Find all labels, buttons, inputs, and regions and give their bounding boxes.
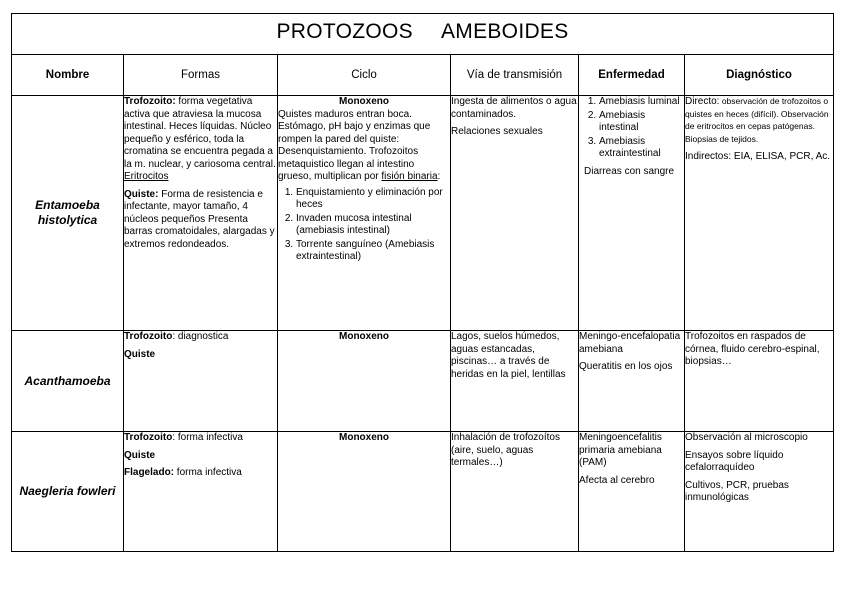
enfermedad-cell: 1. Amebiasis luminal 2. Amebiasis intestinal 3. Amebiasis extraintestinal Diarreas con sangre xyxy=(579,96,685,331)
header-via: Vía de transmisión xyxy=(451,55,579,96)
quiste-label: Quiste xyxy=(124,449,156,461)
table-title xyxy=(12,14,834,55)
formas-cell: Trofozoito: forma vegetativa activa que atraviesa la mucosa intestinal. Heces líquidas. Núcleo pequeño y esférico, toda la cromatina se encuentra pegada a la m. nuclear, y cariosoma central. Eritrocitos Quiste: Forma de resistencia e infectante, mayor tamaño, 4 núcleos pequeños Presenta barras cromatoidales, alargadas y extremos redondeados. xyxy=(124,96,278,331)
flagelado-label: Flagelado: xyxy=(124,467,175,478)
title-part-1: PROTOZOOS xyxy=(276,19,413,43)
list-item: 1. Amebiasis luminal xyxy=(599,96,684,109)
table-row xyxy=(12,432,834,552)
header-enfermedad: Enfermedad xyxy=(579,55,685,96)
title-part-2: AMEBOIDES xyxy=(440,19,569,43)
enfermedad-cell: Meningoencefalitis primaria amebiana (PAM) Afecta al cerebro xyxy=(579,432,685,552)
quiste-label: Quiste xyxy=(124,348,156,360)
via-cell: Inhalación de trofozoítos (aire, suelo, aguas termales…) xyxy=(451,432,579,552)
ciclo-cell: Monoxeno Quistes maduros entran boca. Estómago, pH bajo y enzimas que rompen la pared del quiste: Desenquistamiento. Trofozoitos metaquistico llegan al intestino grueso, multiplican por fisión binaria: 1. Enquistamiento y eliminación por heces 2. Invaden mucosa intestinal (amebiasis intestinal) 3. Torrente sanguíneo (Amebiasis extraintestinal) xyxy=(278,96,451,331)
list-item: 2. Amebiasis intestinal xyxy=(599,110,684,135)
list-item: 3. Torrente sanguíneo (Amebiasis extraintestinal) xyxy=(296,239,450,264)
directo-label: Directo: xyxy=(685,96,720,107)
table-row xyxy=(12,331,834,432)
list-item: 3. Amebiasis extraintestinal xyxy=(599,136,684,161)
header-diagnostico: Diagnóstico xyxy=(685,55,834,96)
formas-cell: Trofozoito: forma infectiva Quiste Flagelado: forma infectiva xyxy=(124,432,278,552)
list-item: 2. Invaden mucosa intestinal (amebiasis intestinal) xyxy=(296,213,450,238)
ciclo-tipo: Monoxeno xyxy=(339,331,389,342)
diagnostico-cell: Observación al microscopio Ensayos sobre líquido cefalorraquídeo Cultivos, PCR, pruebas inmunológicas xyxy=(685,432,834,552)
enfermedad-list xyxy=(581,96,684,161)
diagnostico-cell: Trofozoitos en raspados de córnea, fluido cerebro-espinal, biopsias… xyxy=(685,331,834,432)
species-name: Acanthamoeba xyxy=(12,331,124,432)
ciclo-cell xyxy=(278,432,451,552)
via-cell: Lagos, suelos húmedos, aguas estancadas, piscinas… a través de heridas en la piel, lentillas xyxy=(451,331,579,432)
ciclo-tipo: Monoxeno xyxy=(339,96,389,107)
via-cell: Ingesta de alimentos o agua contaminados. Relaciones sexuales xyxy=(451,96,579,331)
eritrocitos-term: Eritrocitos xyxy=(124,171,169,182)
header-ciclo: Ciclo xyxy=(278,55,451,96)
quiste-label: Quiste: xyxy=(124,188,159,200)
formas-cell: Trofozoito: diagnostica Quiste xyxy=(124,331,278,432)
header-nombre: Nombre xyxy=(12,55,124,96)
ciclo-cell xyxy=(278,331,451,432)
trofozoito-label: Trofozoito xyxy=(124,432,173,443)
list-item: 1. Enquistamiento y eliminación por heces xyxy=(296,187,450,212)
table-row xyxy=(12,96,834,331)
trofozoito-label: Trofozoito xyxy=(124,331,173,342)
species-name: Entamoeba histolytica xyxy=(12,96,124,331)
fision-binaria-term: fisión binaria xyxy=(381,171,438,182)
protozoos-table xyxy=(11,13,834,552)
trofozoito-label: Trofozoito: xyxy=(124,96,176,107)
ciclo-tipo: Monoxeno xyxy=(339,432,389,443)
species-name: Naegleria fowleri xyxy=(12,432,124,552)
header-formas: Formas xyxy=(124,55,278,96)
diagnostico-cell: Directo: observación de trofozoitos o quistes en heces (difícil). Observación de eritrocitos en cepas patógenas. Biopsias de tejidos. Indirectos: EIA, ELISA, PCR, Ac. xyxy=(685,96,834,331)
enfermedad-cell: Meningo-encefalopatia amebiana Queratitis en los ojos xyxy=(579,331,685,432)
ciclo-pasos-list xyxy=(278,187,450,264)
